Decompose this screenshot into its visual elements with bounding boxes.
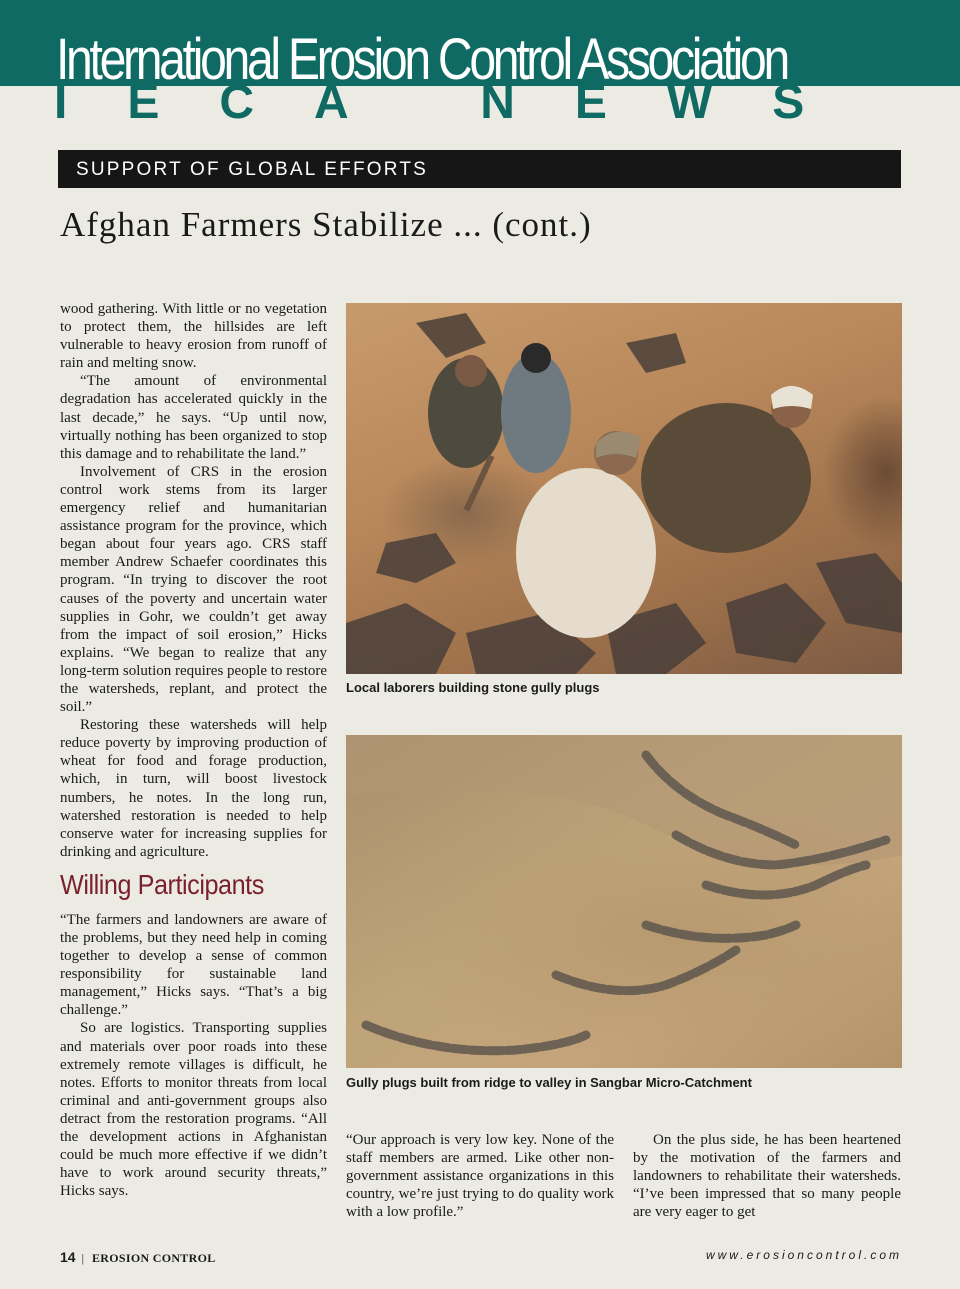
footer-url: www.erosioncontrol.com: [705, 1248, 902, 1262]
section-bar: [58, 150, 901, 188]
right-column: [633, 1131, 901, 1221]
photo-gully-plugs: [346, 735, 902, 1068]
magazine-name: EROSION CONTROL: [91, 1251, 216, 1265]
photo-caption: Gully plugs built from ridge to valley in Sangbar Micro-Catchment: [346, 1075, 752, 1090]
masthead-subtitle: IECA NEWS: [54, 76, 865, 129]
body-paragraph: Involvement of CRS in the erosion control work stems from its larger emergency relief and humanitarian assistance program for the province, which began about four years ago. CRS staff member Andrew Schaefer coordinates this program. “In trying to discover the root causes of the poverty and uncertain water supplies in Gohr, we couldn’t get away from the impact of soil erosion,” Hicks explains. “We began to realize that any long-term solution requires people to restore the watersheds, replant, and protect the soil.”: [60, 463, 328, 716]
middle-column: [346, 1131, 614, 1221]
body-paragraph: “The farmers and landowners are aware of the problems, but they need help in coming together to develop a sense of common responsibility for sustainable land management,” Hicks says. “That’s a big challenge.”: [60, 911, 327, 1019]
footer-separator: |: [81, 1251, 84, 1265]
photo-gully-plugs-illustration: [346, 735, 902, 1068]
photo-laborers-illustration: [346, 303, 902, 674]
left-column: [60, 300, 327, 1200]
footer-folio: [60, 1249, 216, 1266]
photo-caption: Local laborers building stone gully plugs: [346, 680, 600, 695]
body-paragraph: “Our approach is very low key. None of the staff members are armed. Like other non-government assistance organizations in this country, we’re just trying to do quality work with a low profile.”: [346, 1132, 614, 1221]
photo-laborers: [346, 303, 902, 674]
body-paragraph: So are logistics. Transporting supplies and materials over poor roads into these extremely remote villages is difficult, he notes. Efforts to monitor threats from local criminal and anti-government groups also detract from the restoration programs. “All the development actions in Afghanistan could be much more effective if we didn’t have to work around security threats,” Hicks says.: [60, 1020, 327, 1200]
section-label: SUPPORT OF GLOBAL EFFORTS: [76, 159, 429, 180]
body-paragraph: On the plus side, he has been heartened by the motivation of the farmers and landowners to rehabilitate their watersheds. “I’ve been impressed that so many people are very eager to get: [633, 1132, 901, 1221]
article-headline: Afghan Farmers Stabilize ... (cont.): [60, 205, 592, 244]
body-paragraph: “The amount of environmental degradation has accelerated quickly in the last decade,” he says. “Up until now, virtually nothing has been organized to stop this damage and to rehabilitate the land.”: [60, 373, 327, 462]
body-paragraph: wood gathering. With little or no vegetation to protect them, the hillsides are left vulnerable to heavy erosion from runoff of rain and melting snow.: [60, 301, 327, 372]
masthead-title: International Erosion Control Association: [56, 27, 787, 92]
subheading: Willing Participants: [60, 868, 264, 900]
page-number: 14: [60, 1249, 76, 1265]
body-paragraph: Restoring these watersheds will help reduce poverty by improving production of wheat for food and forage production, which, in turn, will boost livestock numbers, he notes. In the long run, watershed restoration is needed to help conserve water for increasing supplies for drinking and agriculture.: [60, 717, 327, 860]
